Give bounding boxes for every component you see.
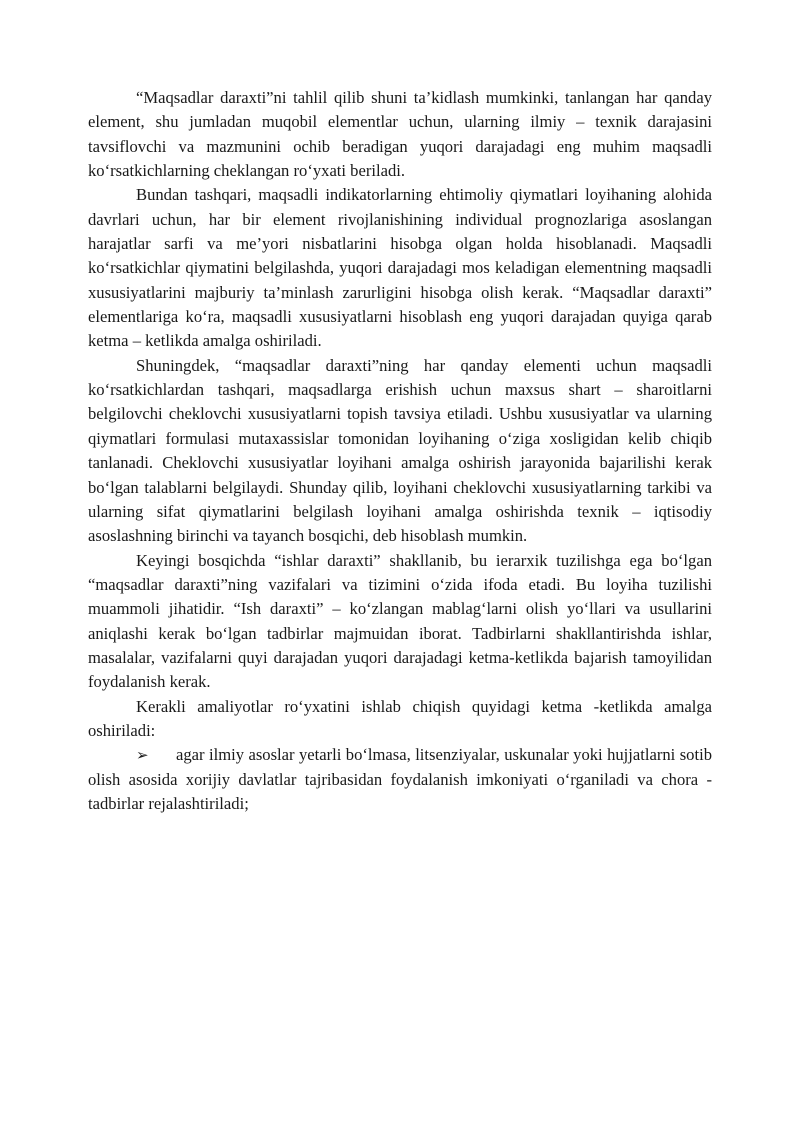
bullet-text: agar ilmiy asoslar yetarli bo‘lmasa, litsenziyalar, uskunalar yoki hujjatlarni sotib olish asosida xorijiy davlatlar tajribasidan foydalanish imkoniyati o‘rganiladi va chora -tadbirlar rejalashtiriladi; — [88, 745, 712, 813]
bullet-item — [88, 743, 712, 816]
arrow-bullet-icon: ➢ — [136, 746, 149, 765]
paragraph-3: Shuningdek, “maqsadlar daraxti”ning har qanday elementi uchun maqsadli ko‘rsatkichlardan tashqari, maqsadlarga erishish uchun maxsus shart – sharoitlarni belgilovchi cheklovchi xususiyatlarni topish tavsiya etiladi. Ushbu xususiyatlar va ularning qiymatlari formulasi mutaxassislar tomonidan loyihaning o‘ziga xosligidan kelib chiqib tanlanadi. Cheklovchi xususiyatlar loyihani amalga oshirish jarayonida bajarilishi kerak bo‘lgan talablarni belgilaydi. Shunday qilib, loyihani cheklovchi xususiyatlarning tarkibi va ularning sifat qiymatlarini belgilash loyihani amalga oshirishda texnik – iqtisodiy asoslashning birinchi va tayanch bosqichi, deb hisoblash mumkin. — [88, 355, 712, 546]
document-body — [88, 86, 712, 816]
paragraph-5: Kerakli amaliyotlar ro‘yxatini ishlab chiqish quyidagi ketma -ketlikda amalga oshiriladi: — [88, 696, 712, 740]
paragraph-2: Bundan tashqari, maqsadli indikatorlarning ehtimoliy qiymatlari loyihaning alohida davrlari uchun, har bir element rivojlanishining individual prognozlariga asoslangan harajatlar sarfi va me’yori nisbatlarini hisobga olgan holda hisoblanadi. Maqsadli ko‘rsatkichlar qiymatini belgilashda, yuqori darajadagi mos keladigan elementning maqsadli xususiyatlarini majburiy ta’minlash zarurligini hisobga olish kerak. “Maqsadlar daraxti” elementlariga ko‘ra, maqsadli xususiyatlarni hisoblash eng yuqori darajadan quyiga qarab ketma – ketlikda amalga oshiriladi. — [88, 185, 712, 351]
paragraph-1: “Maqsadlar daraxti”ni tahlil qilib shuni ta’kidlash mumkinki, tanlangan har qanday element, shu jumladan muqobil elementlar uchun, ularning ilmiy – texnik darajasini tavsiflovchi va mazmunini ochib beradigan yuqori darajadagi eng muhim maqsadli ko‘rsatkichlarning cheklangan ro‘yxati beriladi. — [88, 88, 712, 181]
paragraph-4: Keyingi bosqichda “ishlar daraxti” shakllanib, bu ierarxik tuzilishga ega bo‘lgan “maqsadlar daraxti”ning vazifalari va tizimini o‘zida ifoda etadi. Bu loyiha tuzilishi muammoli jihatidir. “Ish daraxti” – ko‘zlangan mablag‘larni olish yo‘llari va usullarini aniqlashi kerak bo‘lgan tadbirlar majmuidan iborat. Tadbirlarni shakllantirishda ishlar, masalalar, vazifalarni quyi darajadan yuqori darajadagi ketma-ketlikda bajarish tamoyilidan foydalanish kerak. — [88, 550, 712, 692]
